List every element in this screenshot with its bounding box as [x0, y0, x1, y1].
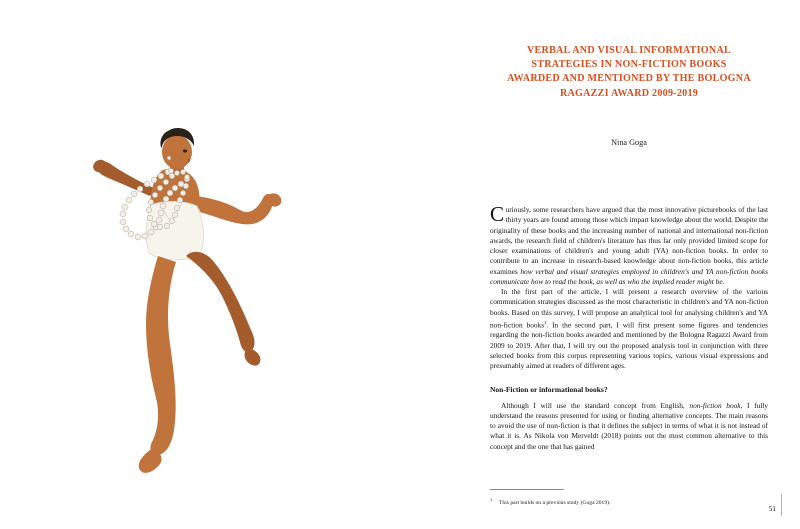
folio-rule: [781, 494, 782, 516]
title-line-3: AWARDED AND MENTIONED BY THE BOLOGNA: [507, 73, 751, 85]
paragraph-3-text-b: , I fully understand the reasons presented for using or finding alternative concepts. The main reasons to avoid the use of non-fiction is that it defines the subject in terms of what it is not instead of what it is. As Nikola von Merveldt (2018) points out the most common alternative to this concept and the one that has gained: [490, 400, 768, 451]
section-subheading: Non-Fiction or informational books?: [490, 385, 608, 395]
page-number: 51: [768, 504, 776, 513]
drop-cap: C: [490, 202, 505, 226]
paragraph-3: [490, 401, 768, 452]
paragraph-1-text: uriously, some researchers have argued that the most innovative picturebooks of the last thirty years are found among those which impart knowledge about the world. Despite the originality of these books and the increasing number of national and international non-fiction awards, the research field of children's literature has thus far only provided limited scope for closer examinations of children's and young adult (YA) non-fiction books. In order to contribute to an increase in research-based knowledge about non-fiction books, this article examines: [490, 205, 768, 276]
title-line-1: VERBAL AND VISUAL INFORMATIONAL: [527, 45, 731, 56]
right-page: [400, 0, 800, 529]
footnote: [490, 496, 768, 507]
paragraph-opening: [490, 202, 769, 287]
footnote-text: This part builds on a previous study (Goga 2019).: [499, 499, 611, 506]
author-name: Nina Goga: [611, 138, 647, 147]
footnote-reference[interactable]: 1: [544, 319, 547, 325]
paragraph-2-text-a: In the first part of the article, I will present a research overview of the various communication strategies discussed as the most characteristic in children's and YA non-fiction books. Based on this survey, I will propose an analytical tool for analysing children's and YA non-fiction books: [490, 287, 768, 330]
paragraph-1-italic: how verbal and visual strategies employed in children's and YA non-fiction books communicate how to read the book, as well as who the implied reader might be.: [490, 266, 769, 286]
title-line-2: STRATEGIES IN NON-FICTION BOOKS: [531, 59, 727, 71]
paragraph-2-text-b: . In the second part, I will first present some figures and tendencies regarding the non-fiction books awarded and mentioned by the Bologna Ragazzi Award from 2009 to 2019. After that, I will try out the proposed analysis tool in conjunction with three selected books from this corpus representing various topics, various visual expressions and presumably aimed at readers of different ages.: [490, 320, 769, 371]
body-text-column: [490, 202, 769, 452]
paragraph-2: [490, 287, 768, 371]
article-title: [490, 44, 768, 101]
paragraph-3-italic: non-fiction book: [689, 400, 741, 410]
paragraph-3-text-a: Although I will use the standard concept from English,: [501, 400, 690, 410]
title-line-4: RAGAZZI AWARD 2009-2019: [559, 87, 699, 99]
footnote-number: 1: [490, 497, 493, 502]
footnote-separator: [490, 489, 564, 490]
